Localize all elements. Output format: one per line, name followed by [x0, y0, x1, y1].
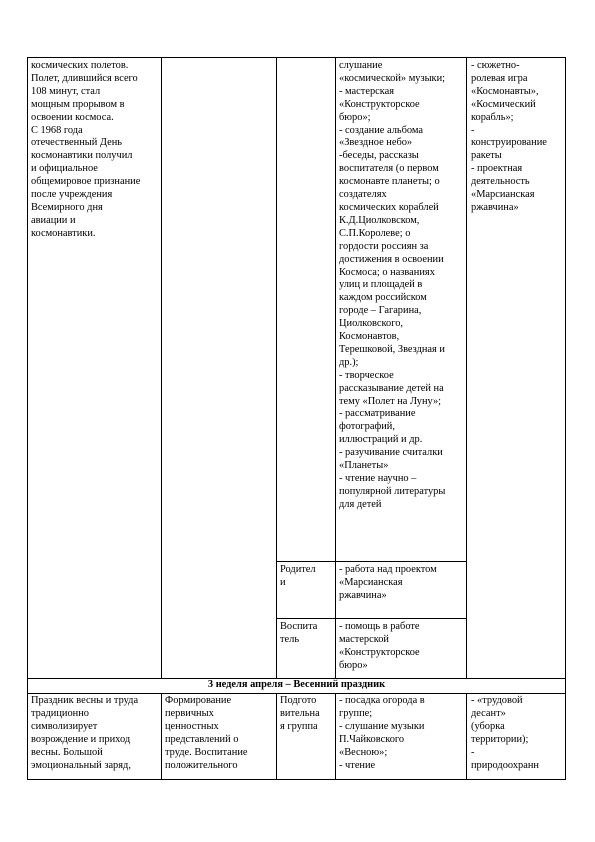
col-divider-4-bottom — [466, 693, 467, 780]
text-line: - «трудовой — [471, 695, 523, 706]
text-line: достижения в освоении — [339, 253, 444, 265]
text-line: фотографий, — [339, 421, 395, 433]
text-line: после учреждения — [31, 189, 113, 201]
table-bottom-border — [27, 779, 566, 780]
text-line: вительна — [280, 707, 320, 719]
text-line: космических кораблей — [339, 201, 439, 213]
text-line: «Конструкторское — [339, 646, 420, 658]
text-line: тему «Полет на Луну»; — [339, 395, 442, 407]
band-bottom-border — [27, 693, 566, 694]
text-line: «Конструкторское — [339, 98, 420, 110]
col-divider-1-bottom — [161, 693, 162, 780]
text-line: «космической» музыки; — [339, 72, 446, 84]
text-line: «Марсианская — [339, 576, 403, 588]
text-line: гордости россиян за — [339, 240, 429, 252]
plan-table — [27, 57, 566, 780]
text-line: 108 минут, стал — [31, 85, 101, 97]
text-line: представлений о — [165, 733, 239, 745]
text-line: - мастерская — [339, 85, 395, 97]
text-line: Подгото — [280, 695, 317, 706]
row-divider-parents — [276, 561, 466, 562]
text-line: «Марсианская — [471, 189, 535, 201]
text-line: территории); — [471, 733, 529, 745]
col-divider-2 — [276, 57, 277, 678]
col-divider-3 — [335, 57, 336, 678]
text-line: воспитателя (о первом — [339, 163, 439, 175]
text-line: для детей — [339, 498, 382, 510]
text-line: символизирует — [31, 720, 98, 732]
text-line: весны. Большой — [31, 746, 103, 758]
group-label — [280, 695, 333, 734]
text-line: я группа — [280, 720, 318, 732]
text-line: положительного — [165, 759, 238, 771]
text-line: «Звездное небо» — [339, 137, 413, 149]
text-line: мощным прорывом в — [31, 98, 125, 110]
week-heading: 3 неделя апреля – Весенний праздник — [207, 679, 386, 690]
row-divider-teacher — [276, 618, 466, 619]
text-line: труде. Воспитание — [165, 746, 248, 758]
text-line: космонавтики. — [31, 227, 96, 239]
text-line: традиционно — [31, 707, 89, 719]
text-line: Терешковой, Звездная и — [339, 343, 445, 355]
text-line: популярной литературы — [339, 485, 446, 497]
text-line: - слушание музыки — [339, 720, 425, 732]
text-line: авиации и — [31, 214, 76, 226]
col-divider-4 — [466, 57, 467, 678]
text-line: конструирование ракеты — [471, 137, 547, 162]
text-line: «Космический — [471, 98, 536, 110]
text-line: природоохранн — [471, 759, 539, 771]
col-divider-1 — [161, 57, 162, 678]
text-line: - посадка огорода в — [339, 695, 425, 706]
parents-label — [280, 564, 333, 590]
teacher-activity — [339, 621, 464, 673]
text-line: ржавчина» — [471, 201, 519, 213]
text-line: мастерской — [339, 633, 389, 645]
history-text — [31, 60, 158, 241]
text-line: Всемирного дня — [31, 201, 103, 213]
text-line: -беседы, рассказы — [339, 150, 419, 162]
spring-activities-text — [339, 695, 464, 772]
text-line: тель — [280, 633, 300, 645]
table-left-border — [27, 57, 28, 780]
text-line: - рассматривание — [339, 408, 416, 420]
table-top-border — [27, 57, 566, 58]
text-line: Праздник весны и труда — [31, 695, 139, 706]
text-line: десант» — [471, 707, 506, 719]
text-line: общемировое признание — [31, 176, 141, 188]
text-line: Космоса; о названиях — [339, 266, 435, 278]
text-line: (уборка — [471, 720, 505, 732]
text-line: - разучивание считалки — [339, 447, 443, 459]
holiday-description — [31, 695, 158, 772]
text-line: первичных — [165, 707, 214, 719]
text-line: - сюжетно- — [471, 60, 520, 71]
text-line: К.Д.Циолковском, — [339, 214, 420, 226]
teacher-label — [280, 621, 333, 647]
text-line: С 1968 года — [31, 124, 83, 136]
text-line: - чтение научно – — [339, 473, 417, 484]
goals-text — [165, 695, 274, 772]
text-line: - — [471, 746, 475, 758]
text-line: бюро»; — [339, 111, 371, 123]
text-line: городе – Гагарина, — [339, 305, 422, 317]
text-line: - работа над проектом — [339, 564, 437, 575]
text-line: создателях — [339, 189, 387, 201]
text-line: - — [471, 124, 475, 136]
text-line: Формирование — [165, 695, 232, 706]
text-line: рассказывание детей на — [339, 382, 444, 394]
col-divider-3-bottom — [335, 693, 336, 780]
text-line: П.Чайковского — [339, 733, 405, 745]
text-line: «Космонавты», — [471, 85, 539, 97]
text-line: Родител — [280, 564, 316, 575]
text-line: «Весною»; — [339, 746, 388, 758]
text-line: - создание альбома — [339, 124, 424, 136]
text-line: бюро» — [339, 659, 368, 671]
text-line: Космонавтов, — [339, 331, 400, 343]
text-line: Полет, длившийся всего — [31, 72, 138, 84]
text-line: космонавтики получил — [31, 150, 133, 162]
text-line: - творческое — [339, 369, 394, 381]
games-text — [471, 60, 564, 215]
text-line: группе; — [339, 707, 373, 719]
text-line: отечественный День — [31, 137, 123, 149]
text-line: др.); — [339, 356, 359, 368]
col-divider-2-bottom — [276, 693, 277, 780]
activities-text — [339, 60, 464, 512]
text-line: Циолковского, — [339, 318, 403, 330]
text-line: ролевая игра — [471, 72, 528, 84]
text-line: «Планеты» — [339, 460, 389, 472]
text-line: эмоциональный заряд, — [31, 759, 131, 771]
text-line: космических полетов. — [31, 60, 129, 71]
text-line: освоении космоса. — [31, 111, 114, 123]
text-line: и — [280, 576, 286, 588]
text-line: - чтение — [339, 759, 376, 771]
text-line: - проектная — [471, 163, 523, 175]
text-line: каждом российском — [339, 292, 427, 304]
text-line: слушание — [339, 60, 383, 71]
text-line: С.П.Королеве; о — [339, 227, 411, 239]
text-line: ценностных — [165, 720, 219, 732]
text-line: и официальное — [31, 163, 98, 175]
spring-games-text — [471, 695, 564, 772]
text-line: улиц и площадей в — [339, 279, 423, 291]
text-line: ржавчина» — [339, 589, 387, 601]
text-line: Воспита — [280, 621, 318, 632]
text-line: - помощь в работе — [339, 621, 420, 632]
text-line: иллюстраций и др. — [339, 434, 423, 446]
text-line: космонавте планеты; о — [339, 176, 440, 188]
table-right-border — [565, 57, 566, 780]
text-line: возрождение и приход — [31, 733, 131, 745]
text-line: деятельность — [471, 176, 530, 188]
text-line: корабль»; — [471, 111, 514, 123]
parents-activity — [339, 564, 464, 603]
